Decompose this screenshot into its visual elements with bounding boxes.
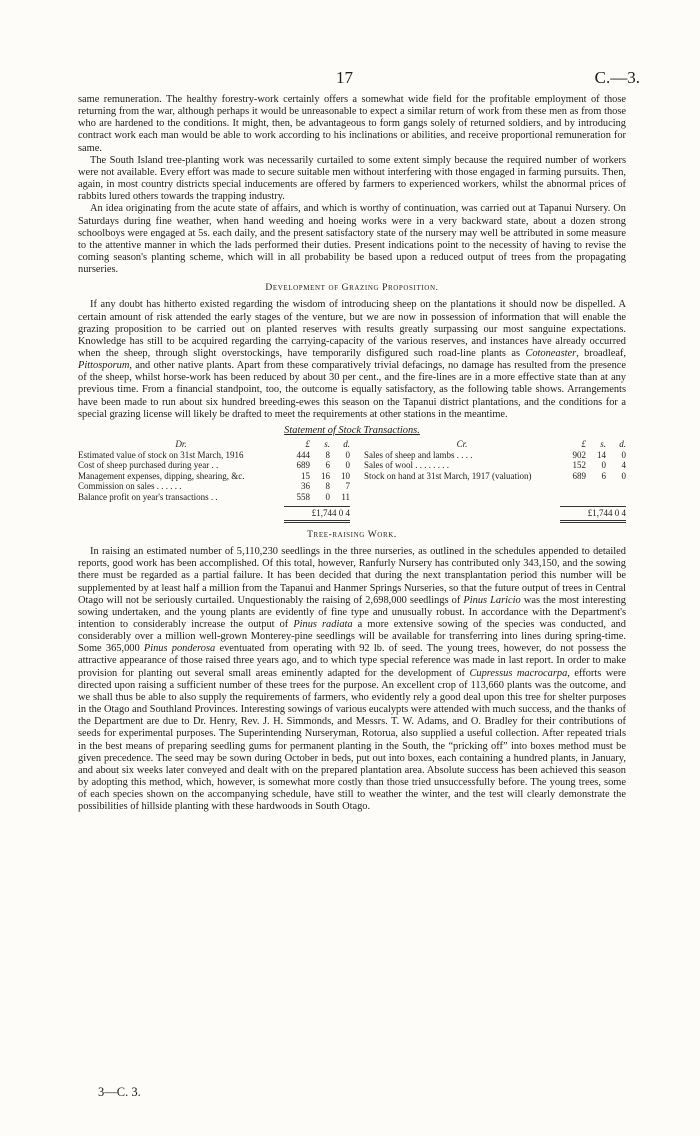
paragraph: same remuneration. The healthy forestry-work certainly offers a somewhat wide field for the profitable employment of those returning from the war, although perhaps it would be unreasonable to expect a similar return of work from these men as from those who are hardened to the conditions. It might, then, be advantageous to form gangs solely of returned soldiers, and by introducing contract work each man would be able to work according to his inclinations or abilities, and receive proportional remuneration for same. <box>78 94 626 154</box>
table-row: Sales of sheep and lambs . . . . 902 14 0 <box>364 449 626 460</box>
section-heading-tree-raising: Tree-raising Work. <box>307 530 397 541</box>
debit-side: Dr. £ s. d. Estimated value of stock on 31st March, 1916 444 8 0 Cost of sheep purchased during year . . 689 6 0 Management expenses, dipping, shearing, &c. 15 16 10 Commission on sales . . . . . . 36 8 7 Balance profit on year's transactions . . 558 0 11 £1,744 0 4 <box>78 439 350 523</box>
table-caption: Statement of Stock Transactions. <box>284 424 420 436</box>
document-body <box>78 94 626 814</box>
stock-transactions-table <box>78 439 626 523</box>
table-row: Stock on hand at 31st March, 1917 (valuation) 689 6 0 <box>364 470 626 481</box>
sheet-reference: C.—3. <box>594 68 640 87</box>
paragraph: The South Island tree-planting work was necessarily curtailed to some extent simply because the required number of workers were not available. Every effort was made to secure suitable men without interfering with those engaged in farming pursuits. Then, again, in most country districts special inducements are offered by farmers to experienced workers, whilst the abnormal prices of rabbits lured others towards the trapping industry. <box>78 154 626 203</box>
debit-total: £1,744 0 4 <box>284 506 350 523</box>
table-row: Sales of wool . . . . . . . . 152 0 4 <box>364 460 626 471</box>
table-row: Management expenses, dipping, shearing, &c. 15 16 10 <box>78 470 350 481</box>
table-row: Estimated value of stock on 31st March, 1916 444 8 0 <box>78 449 350 460</box>
paragraph: If any doubt has hitherto existed regarding the wisdom of introducing sheep on the plantations it should now be dispelled. A certain amount of risk attended the early stages of the venture, but we are now in possession of information that will enable the grazing proposition to be carried out on planted reserves with results greatly surpassing our most sanguine expectations. Knowledge has still to be acquired regarding the carrying-capacity of the various reserves, and instances have already occurred when the sheep, through slight overstockings, have temporarily disfigured such road-line plants as Cotoneaster, broadleaf, Pittosporum, and other native plants. Apart from these comparatively trivial defacings, no damage has resulted from the presence of the sheep, whilst horse-work has been reduced by about 30 per cent., and the fire-lines are in a more effective state than at any previous time. From a financial standpoint, too, the outcome is equally satisfactory, as the following table shows. Arrangements have been made to run about six hundred breeding-ewes this season on the Tapanui district plantations, and the conditions for a special grazing license will likely be drafted to meet the requirements at other stations in the meantime. <box>78 299 626 420</box>
table-row: Balance profit on year's transactions . . 558 0 11 <box>78 491 350 502</box>
table-row: Cost of sheep purchased during year . . 689 6 0 <box>78 460 350 471</box>
credit-heading: Cr. <box>456 438 468 449</box>
page-header <box>0 68 700 90</box>
credit-total: £1,744 0 4 <box>560 506 626 523</box>
debit-heading: Dr. <box>175 438 187 449</box>
footer-signature: 3—C. 3. <box>98 1085 141 1099</box>
page-number: 17 <box>336 68 353 87</box>
section-heading-grazing: Development of Grazing Proposition. <box>265 283 439 294</box>
credit-side: Cr. £ s. d. Sales of sheep and lambs . . . . 902 14 0 Sales of wool . . . . . . . . 152 0 4 Stock on hand at 31st March, 1917 (valuation) 689 6 0 £1,744 0 4 <box>364 439 626 523</box>
paragraph: An idea originating from the acute state of affairs, and which is worthy of continuation, was carried out at Tapanui Nursery. On Saturdays during fine weather, when hand weeding and hoeing works were in a very backward state, about a dozen strong schoolboys were engaged at 5s. each daily, and the present satisfactory state of the nursery may well be attributed in some measure to the attentive manner in which the lads performed their duties. Present indications point to the necessity of having to revise the coming season's planting scheme, which will in all probability be based upon a reduced output of trees from the propagating nurseries. <box>78 203 626 276</box>
table-row: Commission on sales . . . . . . 36 8 7 <box>78 481 350 492</box>
paragraph: In raising an estimated number of 5,110,230 seedlings in the three nurseries, as outlined in the schedules appended to detailed reports, good work has been accomplished. Of this total, however, Ranfurly Nursery has contributed only 343,150, and the sowing there must be regarded as a partial failure. It has been decided that during the next transplantation period this number will be supplemented by at least half a million from the Tapanui and Hanmer Springs Nurseries, so that the future output of trees in Central Otago will not be seriously curtailed. Unquestionably the raising of 2,698,000 seedlings of Pinus Laricio was the most interesting sowing undertaken, and the young plants are evidently of fine type and unusually robust. In accordance with the Department's intention to considerably increase the output of Pinus radiata a more extensive sowing of the species was conducted, and considerably over a million well-grown Monterey-pine seedlings will be available for transferring into lines during spring-time. Some 365,000 Pinus ponderosa eventuated from operating with 92 lb. of seed. The young trees, however, do not possess the attractive appearance of those raised three years ago, and to which type special reference was made in last report. In order to make provision for planting out several small areas eminently adapted for the development of Cupressus macrocarpa, efforts were directed upon raising a sufficient number of these trees for the purpose. An excellent crop of 113,660 plants was the outcome, and we shall thus be able to also supply the requirements of farmers, who evidently rely a good deal upon this tree for shelter purposes in the Otago and Southland Provinces. Interesting sowings of various eucalypts were attended with much success, and the thanks of the Department are due to Dr. Henry, Rev. J. H. Simmonds, and Messrs. T. W. Adams, and O. Bradley for their contributions of seeds for experimental purposes. The Superintending Nurseryman, Rotorua, also supplied a useful collection. After repeated trials in the best means of preparing seedling gums for permanent planting in the South, the “pricking off” into boxes method must be given precedence. The seed may be sown during October in beds, put out into boxes, each containing a hundred plants, in January, and about six weeks later conveyed and dealt with on the prepared plantation area. Absolute success has been achieved this season by adopting this method, which, however, is somewhat more costly than those tried unsuccessfully before. The young trees, some of each species shown on the accompanying schedule, have still to weather the winter, and the test will clearly demonstrate the possibilities of hillside planting with these hardwoods in South Otago. <box>78 546 627 813</box>
